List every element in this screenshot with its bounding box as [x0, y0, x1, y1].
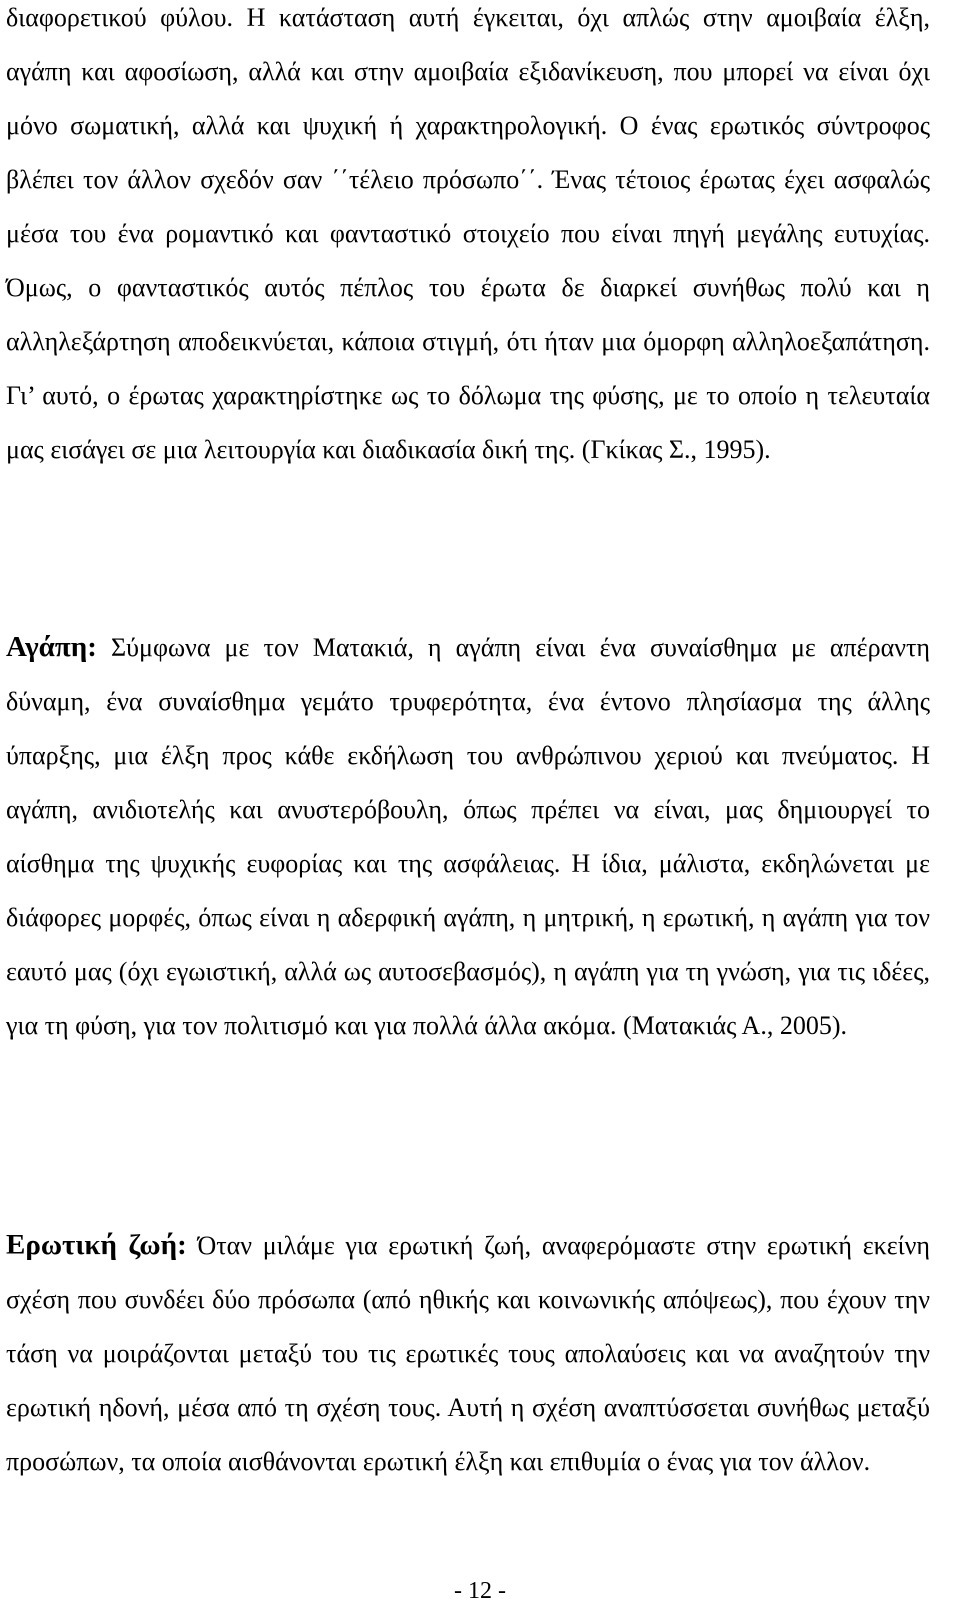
paragraph-text: Σύμφωνα με τον Ματακιά, η αγάπη είναι ένα συναίσθημα με απέραντη δύναμη, ένα συναίσθημα γεμάτο τρυφερότητα, ένα έντονο πλησίασμα της άλλης ύπαρξης, μια έλξη προς κάθε εκδήλωση του ανθρώπινου χεριού και πνεύματος. Η αγάπη, ανιδιοτελής και ανυστερόβουλη, όπως πρέπει να είναι, μας δημιουργεί το αίσθημα της ψυχικής ευφορίας και της ασφάλειας. Η ίδια, μάλιστα, εκδηλώνεται με διάφορες μορφές, όπως είναι η αδερφική αγάπη, η μητρική, η ερωτική, η αγάπη για τον εαυτό μας (όχι εγωιστική, αλλά ως αυτοσεβασμός), η αγάπη για τη γνώση, για τις ιδέες, για τη φύση, για τον πολιτισμό και για πολλά άλλα ακόμα. (Ματακιάς Α., 2005).	[6, 633, 930, 1040]
page-number: - 12 -	[454, 1578, 506, 1604]
term-heading-erotiki-zoi: Ερωτική ζωή:	[6, 1229, 187, 1261]
paragraph-eros-continuation	[6, 0, 930, 477]
paragraph-erotiki-zoi	[6, 1218, 930, 1489]
term-heading-agapi: Αγάπη:	[6, 631, 97, 663]
paragraph-text: Όταν μιλάμε για ερωτική ζωή, αναφερόμαστε στην ερωτική εκείνη σχέση που συνδέει δύο πρόσωπα (από ηθικής και κοινωνικής απόψεως), που έχουν την τάση να μοιράζονται μεταξύ του τις ερωτικές τους απολαύσεις και να αναζητούν την ερωτική ηδονή, μέσα από τη σχέση τους. Αυτή η σχέση αναπτύσσεται συνήθως μεταξύ προσώπων, τα οποία αισθάνονται ερωτική έλξη και επιθυμία ο ένας για τον άλλον.	[6, 1231, 930, 1476]
paragraph-text: διαφορετικού φύλου. Η κατάσταση αυτή έγκειται, όχι απλώς στην αμοιβαία έλξη, αγάπη και αφοσίωση, αλλά και στην αμοιβαία εξιδανίκευση, που μπορεί να είναι όχι μόνο σωματική, αλλά και ψυχική ή χαρακτηρολογική. Ο ένας ερωτικός σύντροφος βλέπει τον άλλον σχεδόν σαν ΄΄τέλειο πρόσωπο΄΄. Ένας τέτοιος έρωτας έχει ασφαλώς μέσα του ένα ρομαντικό και φανταστικό στοιχείο που είναι πηγή μεγάλης ευτυχίας. Όμως, ο φανταστικός αυτός πέπλος του έρωτα δε διαρκεί συνήθως πολύ και η αλληλεξάρτηση αποδεικνύεται, κάποια στιγμή, ότι ήταν μια όμορφη αλληλοεξαπάτηση. Γι’ αυτό, ο έρωτας χαρακτηρίστηκε ως το δόλωμα της φύσης, με το οποίο η τελευταία μας εισάγει σε μια λειτουργία και διαδικασία δική της. (Γκίκας Σ., 1995).	[6, 3, 930, 464]
paragraph-agapi	[6, 620, 930, 1053]
